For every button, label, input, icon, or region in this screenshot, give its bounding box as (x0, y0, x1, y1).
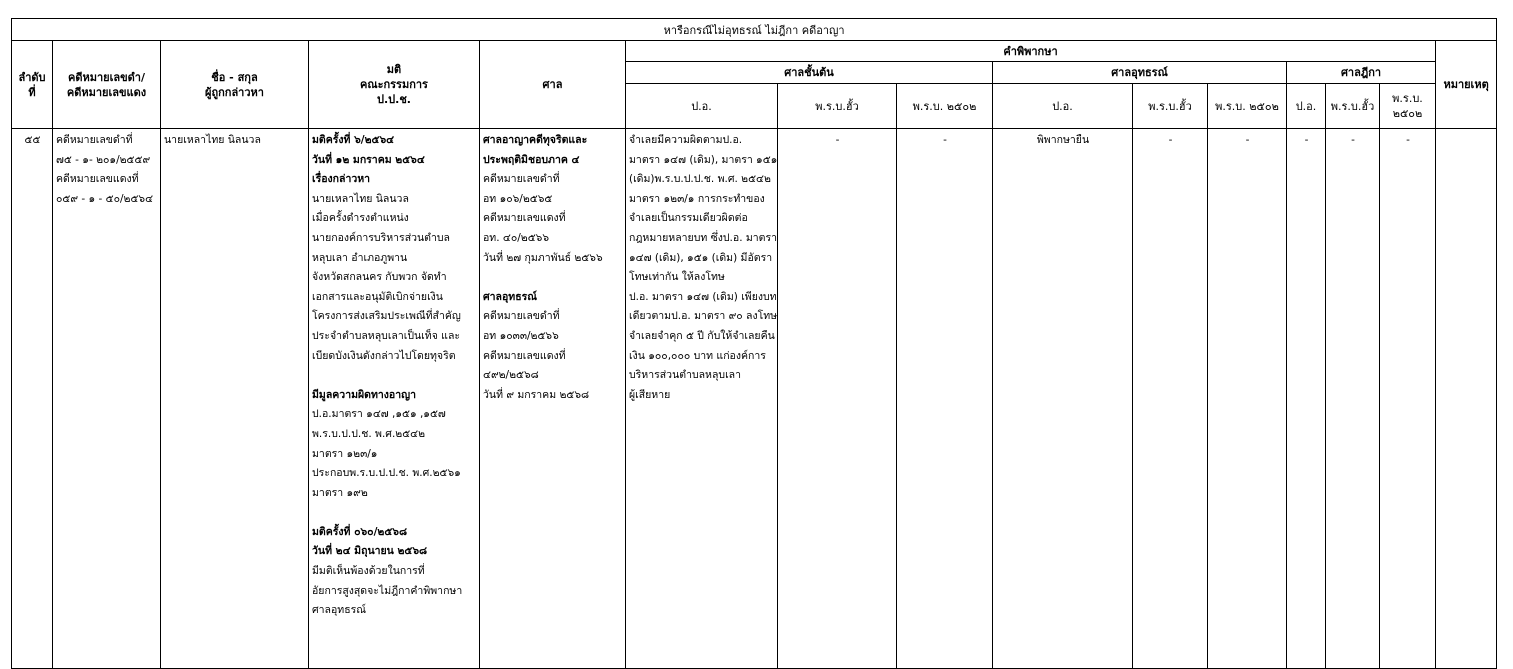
case-table (11, 18, 1497, 669)
case-number-cell: คดีหมายเลขดำที่ ๗๕ - ๑- ๒๐๑/๒๕๕๙ คดีหมายเลขแดงที่ ๐๕๙ - ๑ - ๕๐/๒๕๖๔ (53, 129, 161, 669)
header-remarks: หมายเหตุ (1436, 41, 1497, 129)
spacer (312, 503, 477, 523)
first-instance-prb-ua-cell: - (778, 129, 897, 669)
header-supreme-court: ศาลฎีกา (1287, 62, 1436, 84)
appeal-po-cell: พิพากษายืน (993, 129, 1133, 669)
appeal-prb-ua-cell: - (1133, 129, 1208, 669)
row-number: ๕๕ (12, 129, 53, 669)
accused-name-cell: นายเหลาไทย นิลนวล (161, 129, 309, 669)
header-supreme-po: ป.อ. (1287, 84, 1326, 129)
header-first-prb-2502: พ.ร.บ. ๒๕๐๒ (897, 84, 993, 129)
report-page (11, 18, 1496, 658)
appeal-prb-2502-cell: - (1208, 129, 1287, 669)
table-row (12, 129, 1497, 669)
header-no: ลำดับ ที่ (12, 41, 53, 129)
table-banner: หารือกรณีไม่อุทธรณ์ ไม่ฎีกา คดีอาญา (12, 19, 1497, 41)
header-appeal-court: ศาลอุทธรณ์ (993, 62, 1287, 84)
header-resolution: มติ คณะกรรมการ ป.ป.ช. (309, 41, 480, 129)
header-row-1 (12, 41, 1497, 62)
supreme-po-cell: - (1287, 129, 1326, 669)
header-supreme-prb-ua: พ.ร.บ.ฮั้ว (1326, 84, 1380, 129)
supreme-prb-2502-cell: - (1380, 129, 1436, 669)
resolution-cell: มติครั้งที่ ๖/๒๕๖๔ วันที่ ๑๒ มกราคม ๒๕๖๔ เรื่องกล่าวหา นายเหลาไทย นิลนวล เมื่อครั้งดำรงตำแหน่ง นายกองค์การบริหารส่วนตำบล หลุบเลา อำเภอภูพาน จังหวัดสกลนคร กับพวก จัดทำ เอกสารและอนุมัติเบิกจ่ายเงิน โครงการส่งเสริมประเพณีที่สำคัญ ประจำตำบลหลุบเลาเป็นเท็จ และ เบียดบังเงินดังกล่าวไปโดยทุจริต มีมูลความผิดทางอาญา ป.อ.มาตรา ๑๔๗ ,๑๕๑ ,๑๕๗ พ.ร.บ.ป.ป.ช. พ.ศ.๒๕๔๒ มาตรา ๑๒๓/๑ ประกอบพ.ร.บ.ป.ป.ช. พ.ศ.๒๕๖๑ มาตรา ๑๙๒ มติครั้งที่ ๐๖๐/๒๕๖๘ วันที่ ๒๔ มิถุนายน ๒๕๖๘ มีมติเห็นพ้องด้วยในการที่ อัยการสูงสุดจะไม่ฎีกาคำพิพากษา ศาลอุทธรณ์ (309, 129, 480, 669)
header-first-po: ป.อ. (626, 84, 778, 129)
first-instance-prb-2502-cell: - (897, 129, 993, 669)
header-first-prb-ua: พ.ร.บ.ฮั้ว (778, 84, 897, 129)
remarks-cell (1436, 129, 1497, 669)
first-instance-po-cell: จำเลยมีความผิดตามป.อ. มาตรา ๑๔๗ (เดิม), มาตรา ๑๕๑ (เดิม)พ.ร.บ.ป.ป.ช. พ.ศ. ๒๕๔๒ มาตรา ๑๒๓/๑ การกระทำของ จำเลยเป็นกรรมเดียวผิดต่อ กฎหมายหลายบท ซึ่งป.อ. มาตรา ๑๔๗ (เดิม), ๑๕๑ (เดิม) มีอัตรา โทษเท่ากัน ให้ลงโทษ ป.อ. มาตรา ๑๔๗ (เดิม) เพียงบท เดียวตามป.อ. มาตรา ๙๐ ลงโทษ จำเลยจำคุก ๕ ปี กับให้จำเลยคืน เงิน ๑๐๐,๐๐๐ บาท แก่องค์การ บริหารส่วนตำบลหลุบเลา ผู้เสียหาย (626, 129, 778, 669)
header-first-instance: ศาลชั้นต้น (626, 62, 993, 84)
header-appeal-prb-2502: พ.ร.บ. ๒๕๐๒ (1208, 84, 1287, 129)
header-appeal-prb-ua: พ.ร.บ.ฮั้ว (1133, 84, 1208, 129)
header-supreme-prb-2502: พ.ร.บ. ๒๕๐๒ (1380, 84, 1436, 129)
supreme-prb-ua-cell: - (1326, 129, 1380, 669)
header-accused-name: ชื่อ - สกุล ผู้ถูกกล่าวหา (161, 41, 309, 129)
spacer (483, 268, 623, 288)
header-case-number: คดีหมายเลขดำ/ คดีหมายเลขแดง (53, 41, 161, 129)
spacer (312, 366, 477, 386)
banner-row (12, 19, 1497, 41)
court-cell: ศาลอาญาคดีทุจริตและ ประพฤติมิชอบภาค ๔ คดีหมายเลขดำที่ อท ๑๐๖/๒๕๖๕ คดีหมายเลขแดงที่ อท. ๔๐/๒๕๖๖ วันที่ ๒๗ กุมภาพันธ์ ๒๕๖๖ ศาลอุทธรณ์ คดีหมายเลขดำที่ อท ๑๐๓๓/๒๕๖๖ คดีหมายเลขแดงที่ ๔๙๒/๒๕๖๘ วันที่ ๙ มกราคม ๒๕๖๘ (480, 129, 626, 669)
header-judgment: คำพิพากษา (626, 41, 1436, 62)
header-appeal-po: ป.อ. (993, 84, 1133, 129)
header-court: ศาล (480, 41, 626, 129)
